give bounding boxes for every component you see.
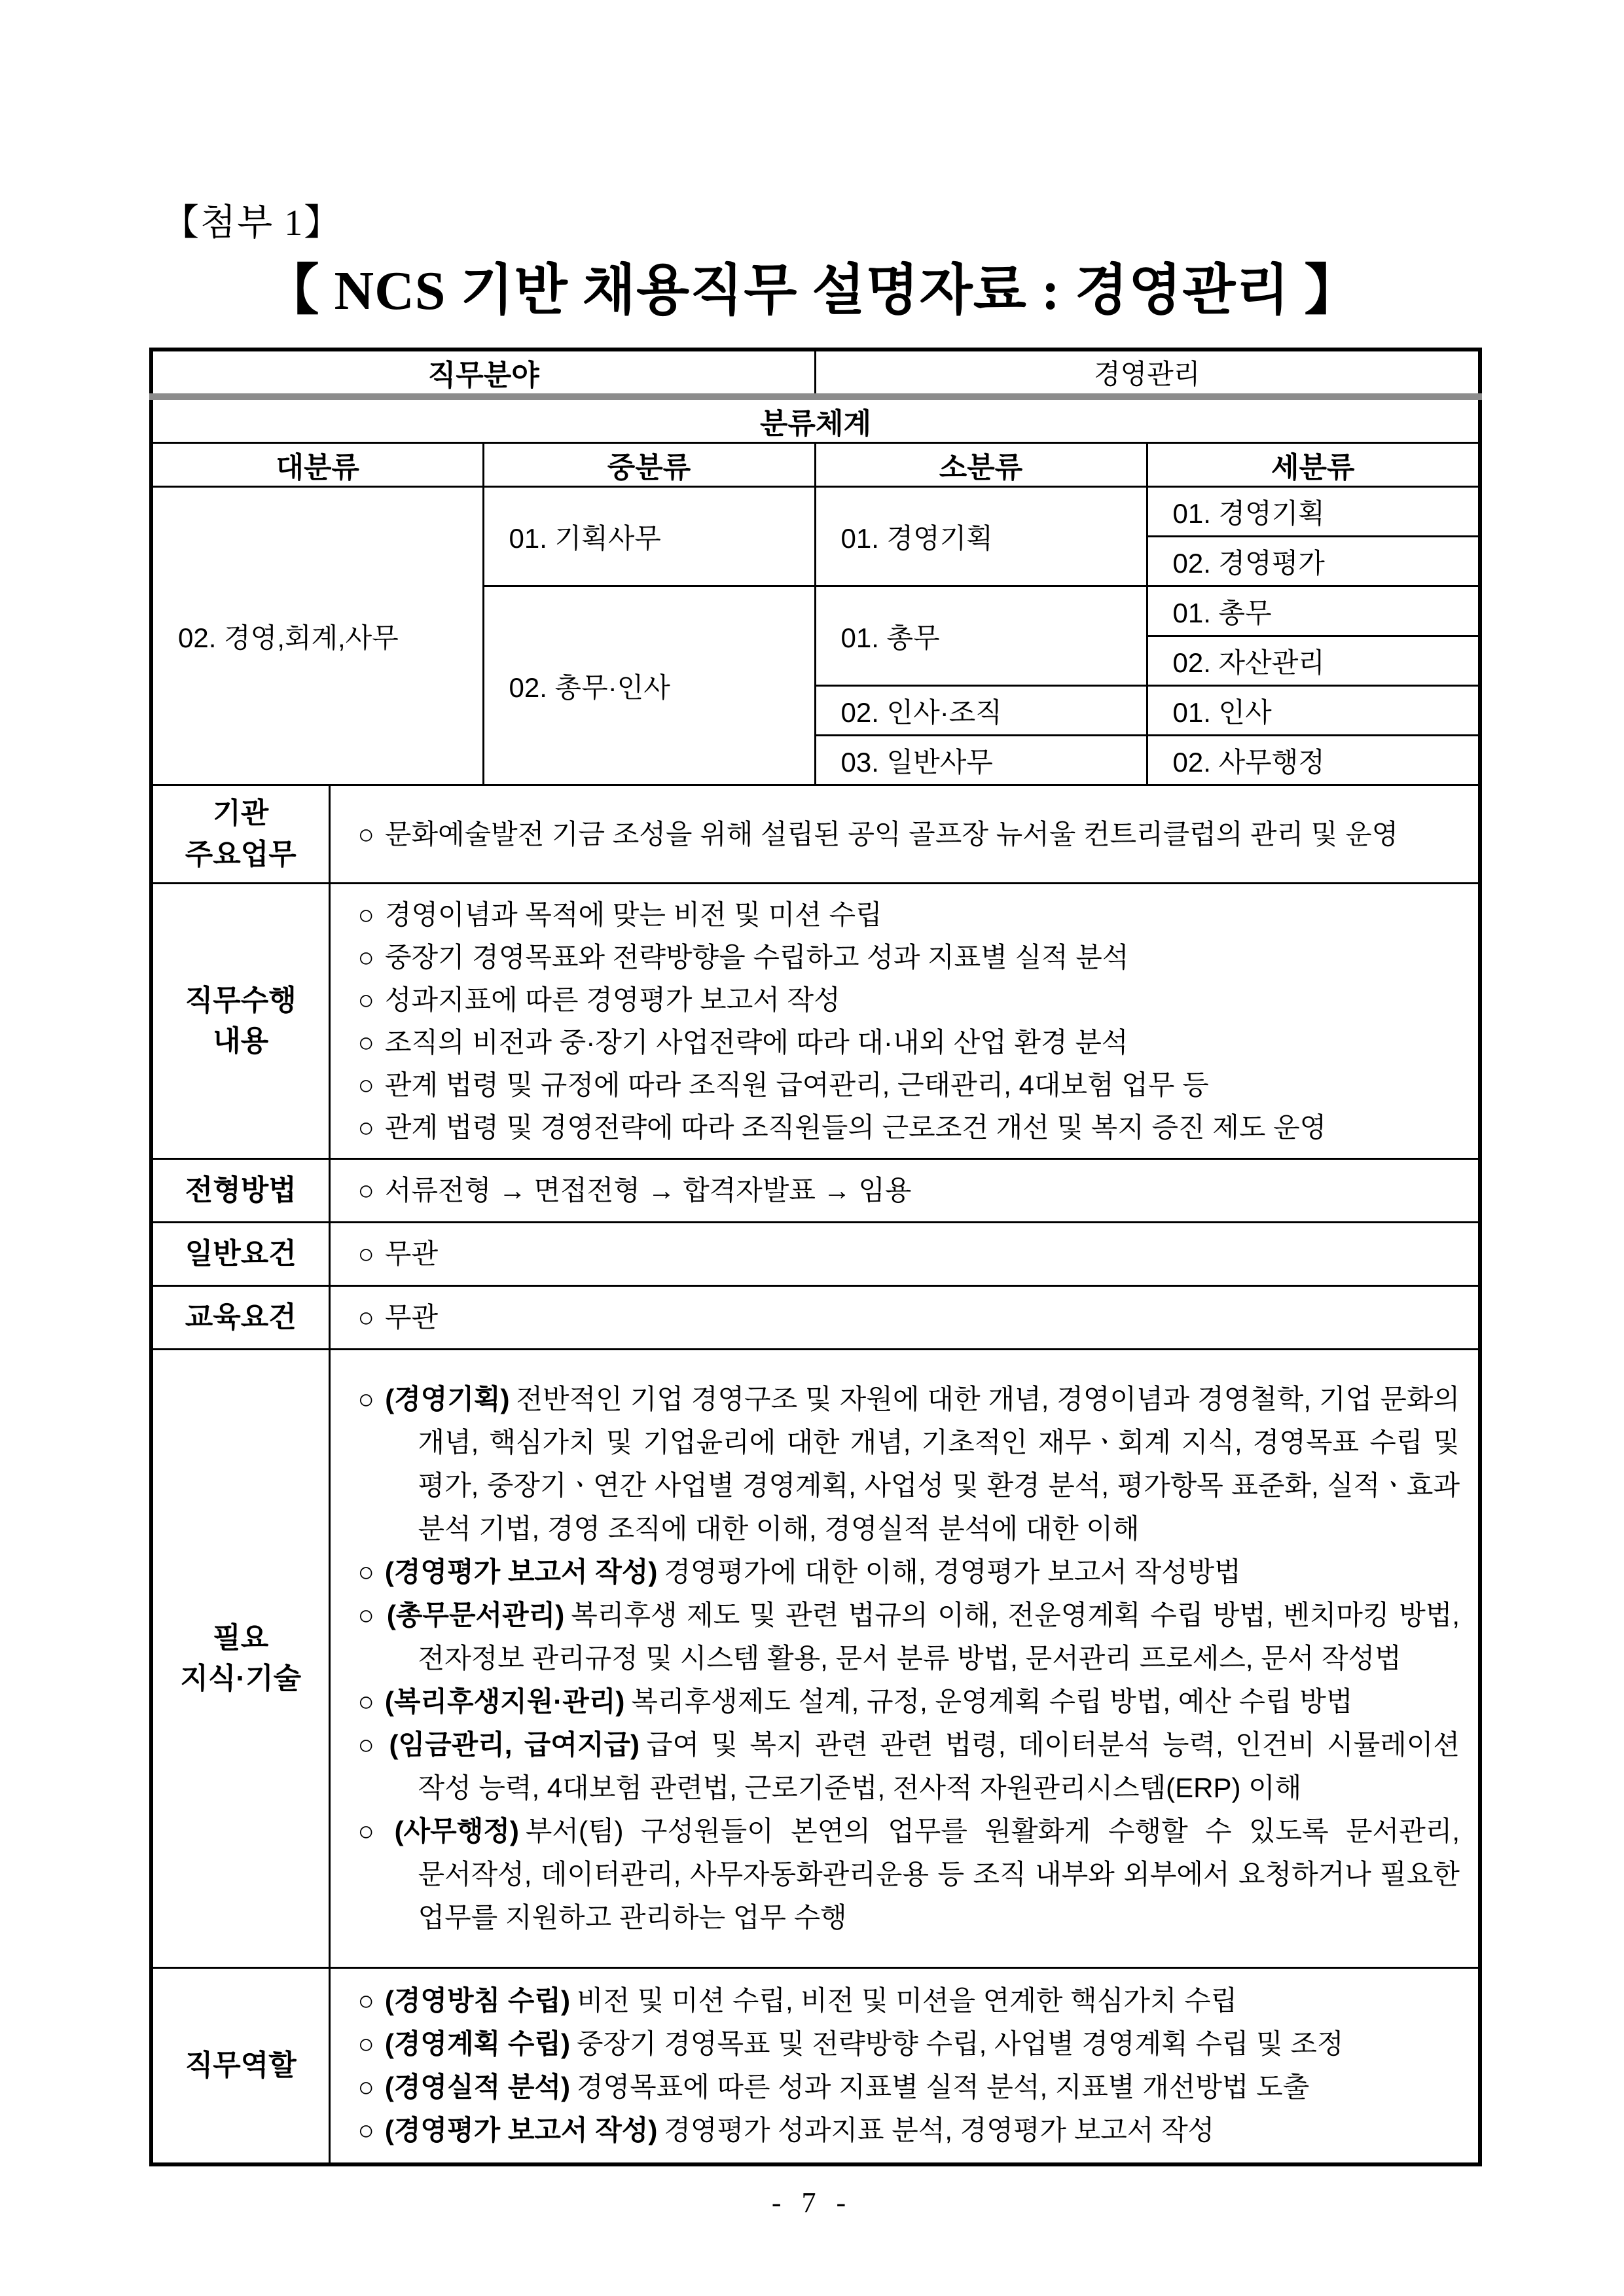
org-work-label-cell [151,785,329,884]
page-title: 【 NCS 기반 채용직무 설명자료 : 경영관리 】 [264,260,1360,321]
major-category-cell: 02. 경영,회계,사무 [151,487,483,785]
role-item-text: 경영목표에 따른 성과 지표별 실적 분석, 지표별 개선방법 도출 [576,2071,1310,2102]
knowledge-item-head: (복리후생지원·관리) [384,1686,625,1717]
minor-category-cell: 03. 일반사무 [815,736,1147,785]
job-description-table [149,348,1482,2166]
circle-bullet-icon: ○ [357,2071,374,2102]
org-work-item [358,813,1460,856]
knowledge-item [358,1723,1460,1810]
middle-category-cell: 02. 총무·인사 [483,586,815,785]
classification-row [151,487,1480,537]
circle-bullet-icon: ○ [357,2028,374,2059]
circle-bullet-icon: ○ [357,1729,379,1760]
knowledge-content-cell [329,1350,1480,1968]
col-header-minor: 소분류 [815,443,1147,487]
selection-content-cell [329,1159,1480,1223]
duties-label-line1: 직무수행 [185,984,297,1016]
circle-bullet-icon: ○ [357,984,374,1015]
knowledge-item [358,1810,1460,1939]
role-item-text: 경영평가 성과지표 분석, 경영평가 보고서 작성 [664,2114,1215,2145]
circle-bullet-icon: ○ [357,2114,374,2145]
circle-bullet-icon: ○ [357,1816,384,1846]
knowledge-label-line2: 지식·기술 [180,1662,302,1695]
job-field-label-cell: 직무분야 [151,350,815,397]
org-work-label-line2: 주요업무 [185,838,297,870]
role-item-text: 중장기 경영목표 및 전략방향 수립, 사업별 경영계획 수립 및 조정 [576,2028,1344,2059]
org-work-text: 문화예술발전 기금 조성을 위해 설립된 공익 골프장 뉴서울 컨트리클럽의 관리 및 운영 [384,818,1399,850]
selection-item [358,1169,1460,1212]
duty-text: 관계 법령 및 규정에 따라 조직원 급여관리, 근태관리, 4대보험 업무 등 [384,1069,1209,1100]
table-row-general-requirement [151,1223,1480,1286]
circle-bullet-icon: ○ [357,1175,374,1206]
table-row-knowledge-skills [151,1350,1480,1968]
circle-bullet-icon: ○ [357,1069,374,1100]
table-row-classification-title [151,397,1480,443]
table-row-duties [151,884,1480,1159]
duty-item [358,893,1460,936]
role-item [358,1979,1460,2022]
attachment-label: 【첨부 1】 [162,203,342,243]
roles-content-cell [329,1968,1480,2164]
knowledge-item [358,1680,1460,1723]
table-row-job-field [151,350,1480,397]
circle-bullet-icon: ○ [357,1027,374,1058]
duty-item [358,1064,1460,1106]
detail-category-cell: 01. 인사 [1147,686,1480,736]
duties-label-cell [151,884,329,1159]
role-item-head: (경영평가 보고서 작성) [384,2114,658,2145]
general-req-text: 무관 [384,1238,439,1269]
duty-item [358,978,1460,1021]
knowledge-item [358,1551,1460,1594]
knowledge-item-head: (경영기획) [385,1384,510,1414]
detail-category-cell: 01. 총무 [1147,586,1480,636]
knowledge-item-text: 부서(팀) 구성원들이 본연의 업무를 원활화게 수행할 수 있도록 문서관리, 문서작성, 데이터관리, 사무자동화관리운용 등 조직 내부와 외부에서 요청하거나 필요한 업무를 지원하고 관리하는 업무 수행 [418,1816,1460,1933]
selection-text: 서류전형 → 면접전형 → 합격자발표 → 임용 [384,1175,912,1206]
detail-category-cell: 02. 자산관리 [1147,636,1480,686]
general-req-content-cell [329,1223,1480,1286]
detail-category-cell: 02. 사무행정 [1147,736,1480,785]
selection-label-cell: 전형방법 [151,1159,329,1223]
knowledge-label-line1: 필요 [213,1621,269,1654]
circle-bullet-icon: ○ [357,942,374,973]
table-row-selection-method [151,1159,1480,1223]
education-req-content-cell [329,1286,1480,1350]
general-req-item [358,1232,1460,1276]
general-req-label-cell: 일반요건 [151,1223,329,1286]
org-work-label-line1: 기관 [213,797,269,830]
duty-item [358,936,1460,978]
duty-text: 성과지표에 따른 경영평가 보고서 작성 [384,984,840,1015]
education-req-label-cell: 교육요건 [151,1286,329,1350]
middle-category-cell: 01. 기획사무 [483,487,815,586]
job-field-value-cell: 경영관리 [815,350,1480,397]
col-header-detail: 세분류 [1147,443,1480,487]
table-row-education-requirement [151,1286,1480,1350]
minor-category-cell: 02. 인사·조직 [815,686,1147,736]
role-item-head: (경영실적 분석) [384,2071,570,2102]
duty-text: 조직의 비전과 중·장기 사업전략에 따라 대·내외 산업 환경 분석 [384,1027,1128,1058]
education-req-text: 무관 [384,1302,439,1333]
role-item [358,2022,1460,2066]
role-item [358,2066,1460,2109]
duty-item [358,1106,1460,1149]
knowledge-item-text: 경영평가에 대한 이해, 경영평가 보고서 작성방법 [664,1556,1241,1587]
circle-bullet-icon: ○ [357,1556,374,1587]
role-item-head: (경영방침 수립) [384,1984,570,2016]
page-number: - 7 - [771,2187,853,2219]
col-header-major: 대분류 [151,443,483,487]
roles-label-cell: 직무역할 [151,1968,329,2164]
minor-category-cell: 01. 경영기획 [815,487,1147,586]
circle-bullet-icon: ○ [357,818,374,850]
detail-category-cell: 02. 경영평가 [1147,537,1480,586]
circle-bullet-icon: ○ [357,1384,375,1414]
org-work-content-cell [329,785,1480,884]
circle-bullet-icon: ○ [357,1984,374,2016]
duty-text: 중장기 경영목표와 전략방향을 수립하고 성과 지표별 실적 분석 [384,942,1129,973]
knowledge-item-text: 전반적인 기업 경영구조 및 자원에 대한 개념, 경영이념과 경영철학, 기업 문화의 개념, 핵심가치 및 기업윤리에 대한 개념, 기초적인 재무ㆍ회계 지식, 경영목표 수립 및 평가, 중장기ㆍ연간 사업별 경영계획, 사업성 및 환경 분석, 평가항목 표준화, 실적ㆍ효과 분석 기법, 경영 조직에 대한 이해, 경영실적 분석에 대한 이해 [418,1384,1460,1544]
table-row-org-work [151,785,1480,884]
role-item-head: (경영계획 수립) [384,2028,570,2059]
minor-category-cell: 01. 총무 [815,586,1147,686]
duty-item [358,1021,1460,1064]
circle-bullet-icon: ○ [357,1112,374,1143]
duty-text: 관계 법령 및 경영전략에 따라 조직원들의 근로조건 개선 및 복지 증진 제도 운영 [384,1112,1327,1143]
knowledge-item [358,1378,1460,1551]
knowledge-item-head: (총무문서관리) [386,1600,565,1630]
role-item-text: 비전 및 미션 수립, 비전 및 미션을 연계한 핵심가치 수립 [576,1984,1238,2016]
detail-category-cell: 01. 경영기획 [1147,487,1480,537]
circle-bullet-icon: ○ [357,1600,376,1630]
circle-bullet-icon: ○ [357,1686,374,1717]
knowledge-item-text: 급여 및 복지 관련 관련 법령, 데이터분석 능력, 인건비 시뮬레이션 작성 능력, 4대보험 관련법, 근로기준법, 전사적 자원관리시스템(ERP) 이해 [418,1729,1460,1803]
table-row-classification-headers [151,443,1480,487]
knowledge-item [358,1594,1460,1680]
knowledge-item-head: (경영평가 보고서 작성) [384,1556,658,1587]
duties-content-cell [329,884,1480,1159]
table-row-job-roles [151,1968,1480,2164]
duties-label-line2: 내용 [213,1025,269,1057]
circle-bullet-icon: ○ [357,899,374,930]
knowledge-label-cell [151,1350,329,1968]
education-req-item [358,1296,1460,1339]
knowledge-item-head: (사무행정) [394,1816,519,1846]
duty-text: 경영이념과 목적에 맞는 비전 및 미션 수립 [384,899,882,930]
role-item [358,2109,1460,2152]
circle-bullet-icon: ○ [357,1238,374,1269]
circle-bullet-icon: ○ [357,1302,374,1333]
col-header-middle: 중분류 [483,443,815,487]
knowledge-item-head: (임금관리, 급여지급) [389,1729,640,1760]
knowledge-item-text: 복리후생 제도 및 관련 법규의 이해, 전운영계획 수립 방법, 벤치마킹 방법, 전자정보 관리규정 및 시스템 활용, 문서 분류 방법, 문서관리 프로세스, 문서 작성법 [418,1600,1460,1674]
classification-title-cell: 분류체계 [151,397,1480,443]
knowledge-item-text: 복리후생제도 설계, 규정, 운영계획 수립 방법, 예산 수립 방법 [631,1686,1353,1717]
